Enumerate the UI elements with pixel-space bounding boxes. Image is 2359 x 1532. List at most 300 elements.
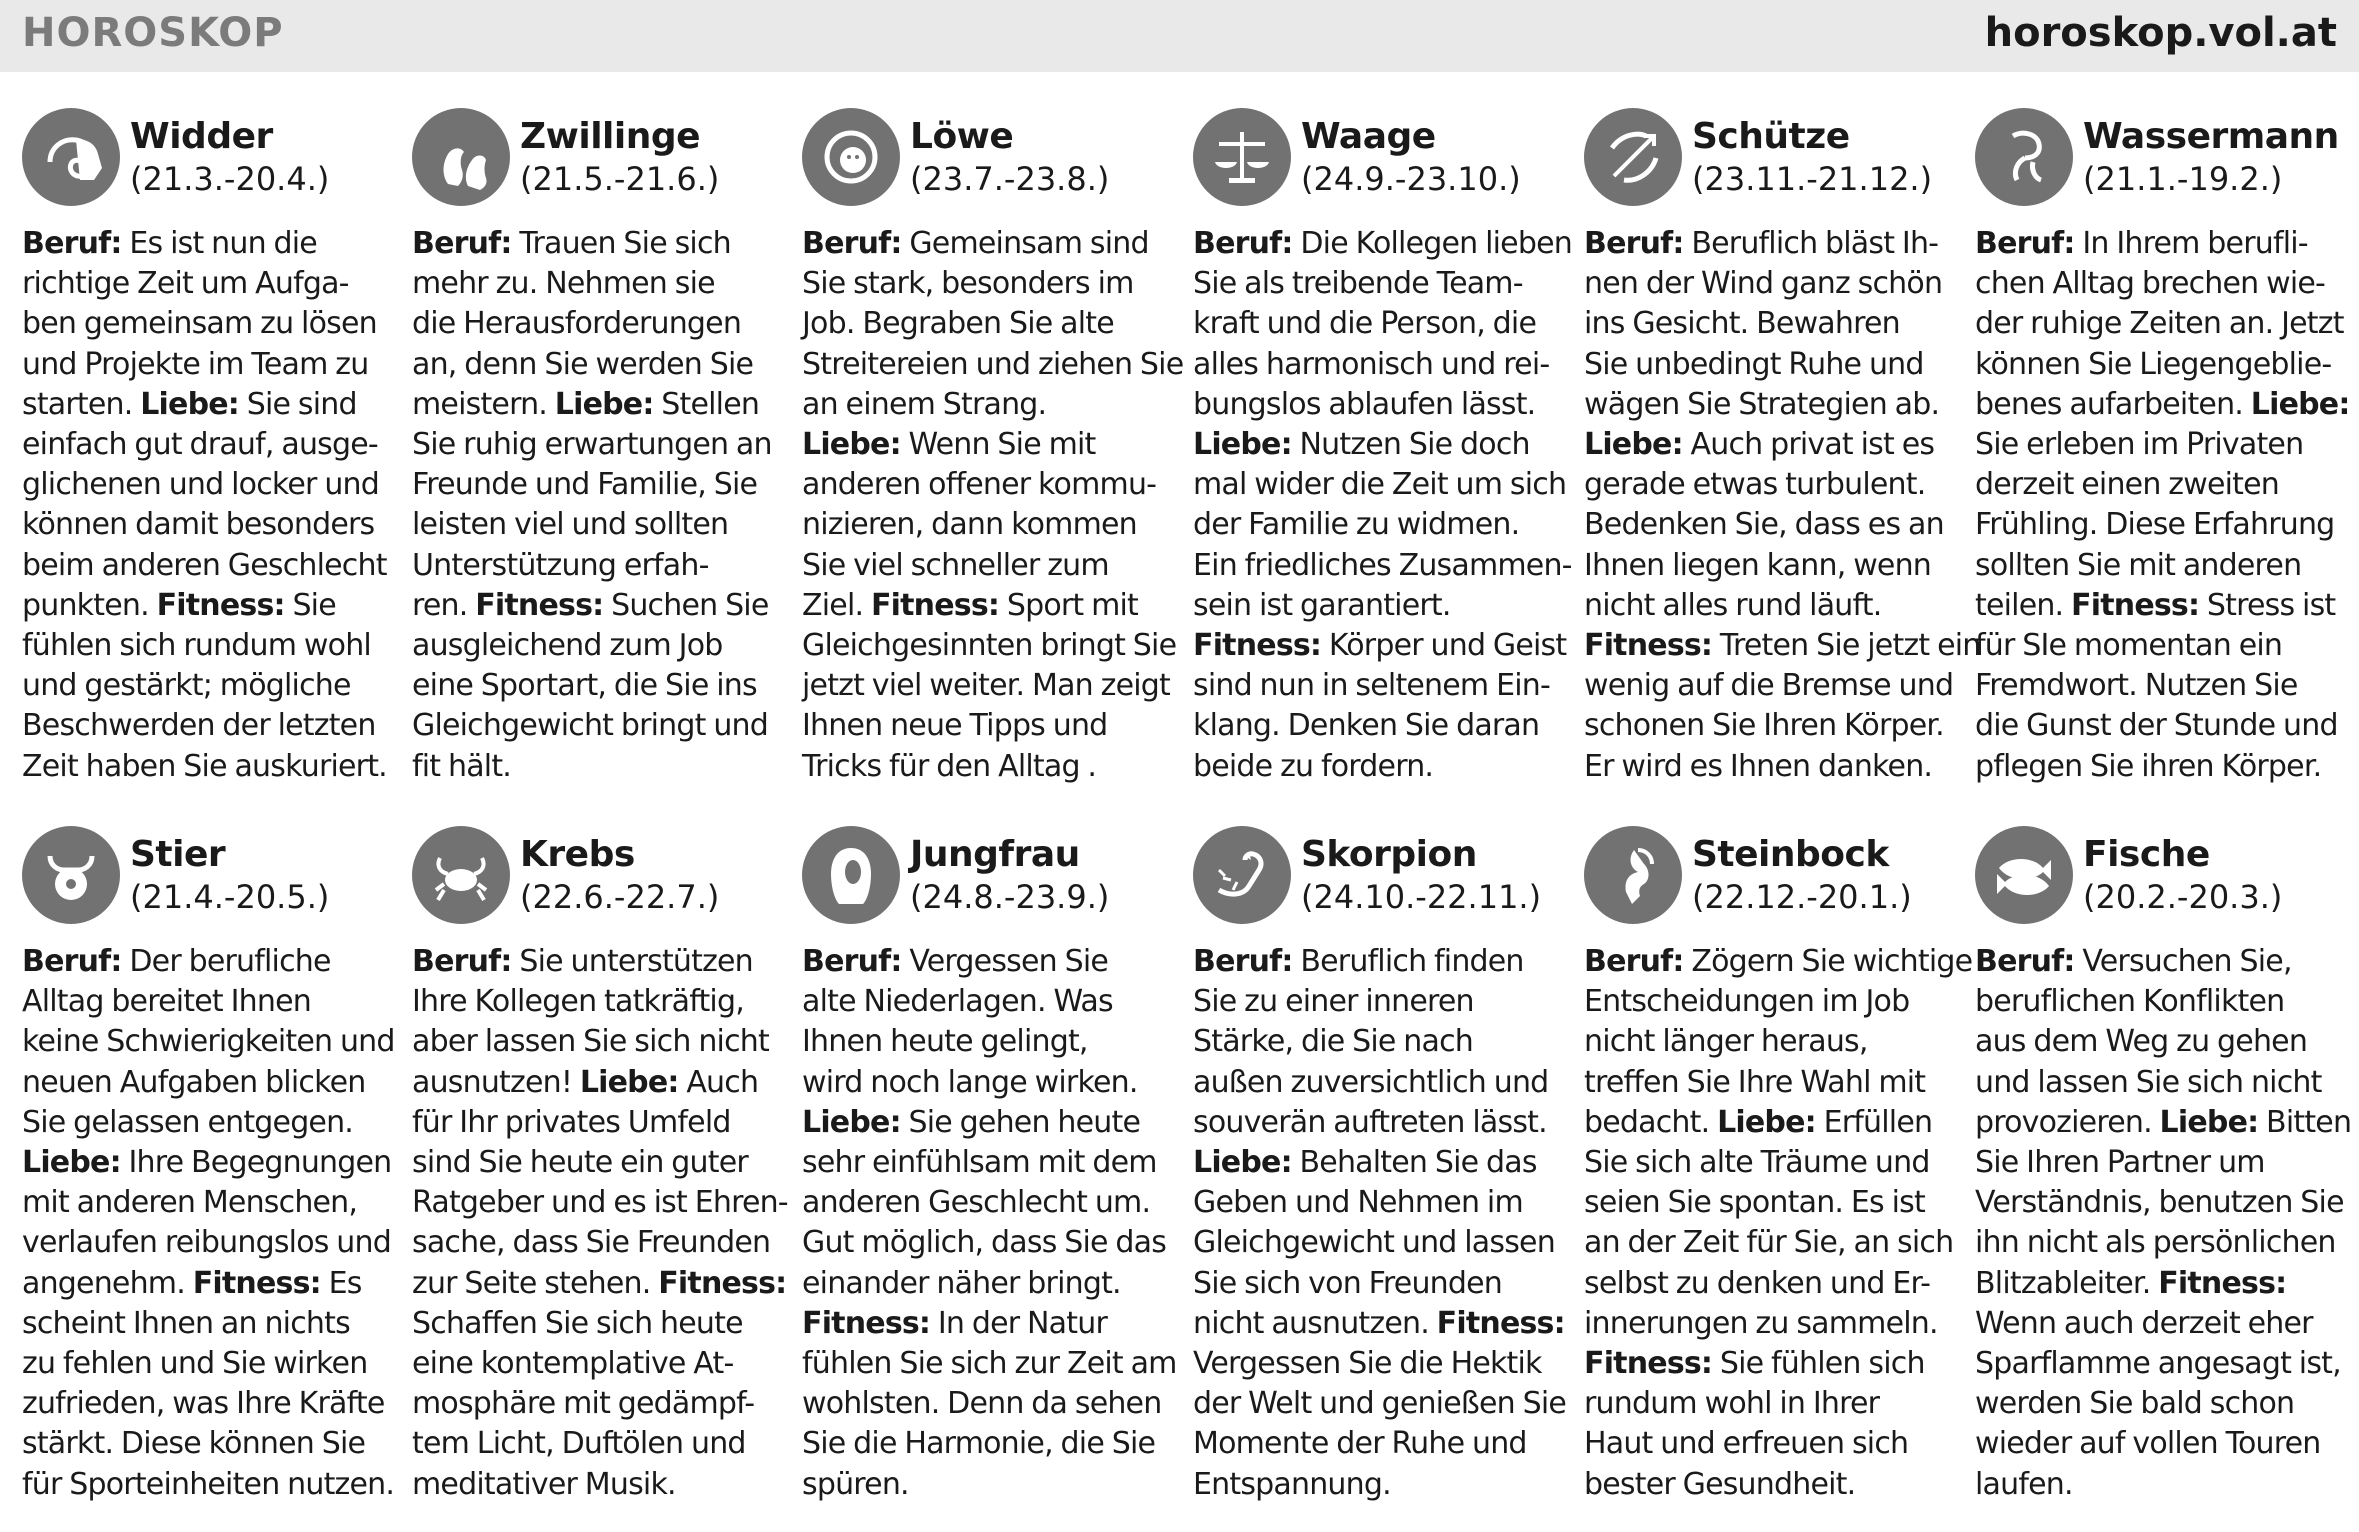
sign-lwe — [802, 108, 1184, 808]
category-label: Liebe: — [22, 1145, 121, 1181]
sign-dates: (22.12.-20.1.) — [1692, 878, 1912, 916]
text-segment: keine Schwierigkeiten und — [22, 1024, 395, 1060]
text-segment: können damit besonders — [22, 507, 375, 543]
category-label: Liebe: — [140, 386, 239, 422]
text-segment: Beschwerden der letzten — [22, 708, 376, 744]
text-line — [1975, 1344, 2351, 1384]
bull-icon — [22, 826, 120, 924]
sign-zwillinge — [412, 108, 790, 808]
text-segment: Bedenken Sie, dass es an — [1584, 507, 1944, 543]
text-segment: innerungen zu sammeln. — [1584, 1305, 1938, 1341]
text-line — [802, 626, 1178, 666]
text-line — [412, 1465, 788, 1505]
text-line — [1193, 626, 1569, 666]
sign-name: Waage — [1301, 116, 1436, 157]
sign-name: Fische — [2083, 834, 2210, 875]
text-line — [1975, 1384, 2351, 1424]
text-line — [1584, 264, 1960, 304]
text-segment: eine Sportart, die Sie ins — [412, 668, 757, 704]
text-line — [1584, 505, 1960, 545]
text-segment: Treten Sie jetzt ein — [1712, 628, 1981, 664]
sign-name: Stier — [130, 834, 226, 875]
text-segment: bester Gesundheit. — [1584, 1466, 1856, 1502]
text-line — [22, 586, 398, 626]
text-line — [1584, 1183, 1960, 1223]
text-segment: fühlen Sie sich zur Zeit am — [802, 1346, 1177, 1382]
text-line — [802, 1143, 1178, 1183]
sign-name: Skorpion — [1301, 834, 1477, 875]
horoscope-text — [412, 942, 788, 1505]
text-line — [802, 1022, 1178, 1062]
text-segment: Der berufliche — [121, 944, 331, 979]
category-label: Beruf: — [1975, 226, 2075, 261]
text-line — [412, 505, 788, 545]
category-label: Liebe: — [2159, 1104, 2259, 1140]
text-segment: fit hält. — [412, 748, 512, 784]
text-segment: einander näher bringt. — [802, 1265, 1121, 1301]
sign-dates: (20.2.-20.3.) — [2083, 878, 2283, 916]
text-segment: Tricks für den Alltag . — [802, 748, 1097, 784]
text-segment: ins Gesicht. Bewahren — [1584, 306, 1900, 342]
text-line — [1975, 1264, 2351, 1304]
text-line — [22, 345, 398, 385]
sign-krebs — [412, 826, 790, 1526]
text-segment: kraft und die Person, die — [1193, 306, 1537, 342]
text-segment: ausgleichend zum Job — [412, 628, 723, 664]
sign-dates: (24.9.-23.10.) — [1301, 160, 1521, 198]
text-segment: Bitten — [2258, 1104, 2352, 1140]
text-segment: Sie viel schneller zum — [802, 547, 1109, 583]
text-line — [1584, 1424, 1960, 1464]
text-line — [1193, 224, 1572, 264]
text-line — [1193, 1223, 1569, 1263]
text-line — [1193, 546, 1572, 586]
text-line — [802, 1344, 1178, 1384]
text-line — [1975, 224, 2351, 264]
text-segment: Zeit haben Sie auskuriert. — [22, 748, 387, 784]
text-segment: Wenn Sie mit — [900, 427, 1096, 463]
text-line — [1584, 626, 1981, 666]
text-segment: wohlsten. Denn da sehen — [802, 1386, 1162, 1422]
category-label: Liebe: — [1193, 1145, 1292, 1181]
text-segment: für SIe momentan ein — [1975, 628, 2283, 664]
text-segment: Frühling. Diese Erfahrung — [1975, 507, 2335, 543]
text-line — [1193, 264, 1569, 304]
text-line — [802, 1223, 1178, 1263]
sign-waage — [1193, 108, 1571, 808]
text-segment: bungslos ablaufen lässt. — [1193, 386, 1536, 422]
category-label: Fitness: — [1584, 628, 1713, 664]
text-segment: Gleichgewicht bringt und — [412, 708, 768, 744]
text-line — [802, 942, 1178, 982]
text-segment: In Ihrem berufli- — [2074, 226, 2308, 261]
text-line — [1975, 1465, 2351, 1505]
text-segment: wägen Sie Strategien ab. — [1584, 386, 1940, 422]
text-segment: neuen Aufgaben blicken — [22, 1064, 366, 1100]
text-segment: beruflichen Konflikten — [1975, 984, 2285, 1020]
text-line — [1975, 1143, 2351, 1183]
text-segment: Sie Ihren Partner um — [1975, 1145, 2265, 1181]
text-segment: Körper und Geist — [1321, 628, 1567, 664]
text-segment: Ziel. — [802, 587, 871, 623]
text-segment: nicht ausnutzen. — [1193, 1305, 1437, 1341]
text-segment: Sie als treibende Team- — [1193, 266, 1523, 302]
text-segment: Ein friedliches Zusammen- — [1193, 547, 1572, 583]
text-line — [1975, 546, 2351, 586]
text-segment: Ihre Kollegen tatkräftig, — [412, 984, 744, 1020]
text-segment: tem Licht, Duftölen und — [412, 1426, 746, 1462]
text-line — [22, 264, 398, 304]
text-segment: einfach gut drauf, ausge- — [22, 427, 378, 463]
category-label: Beruf: — [22, 944, 122, 979]
text-segment: derzeit einen zweiten — [1975, 467, 2279, 503]
text-line — [1584, 224, 1960, 264]
fish-icon — [1975, 826, 2073, 924]
text-segment: die Herausforderungen — [412, 306, 742, 342]
text-segment: starten. — [22, 386, 141, 422]
text-segment: Sie fühlen sich — [1712, 1346, 1925, 1382]
text-line — [802, 1424, 1178, 1464]
text-segment: Gut möglich, dass Sie das — [802, 1225, 1167, 1261]
sign-dates: (23.11.-21.12.) — [1692, 160, 1933, 198]
text-segment: leisten viel und sollten — [412, 507, 729, 543]
category-label: Fitness: — [1436, 1305, 1565, 1341]
text-line — [802, 1183, 1178, 1223]
text-segment: jetzt viel weiter. Man zeigt — [802, 668, 1170, 704]
text-line — [1584, 942, 1973, 982]
category-label: Beruf: — [802, 226, 902, 261]
text-line — [22, 626, 398, 666]
text-segment: nicht alles rund läuft. — [1584, 587, 1882, 623]
text-segment: alte Niederlagen. Was — [802, 984, 1113, 1020]
text-line — [22, 1424, 398, 1464]
text-segment: Streitereien und ziehen Sie — [802, 346, 1184, 382]
text-line — [1193, 465, 1569, 505]
text-segment: souverän auftreten lässt. — [1193, 1104, 1547, 1140]
text-segment: punkten. — [22, 587, 157, 623]
sign-dates: (21.1.-19.2.) — [2083, 160, 2283, 198]
text-line — [412, 1143, 788, 1183]
sign-steinbock — [1584, 826, 1973, 1526]
sign-dates: (22.6.-22.7.) — [520, 878, 720, 916]
text-line — [412, 706, 788, 746]
text-segment: Sie gehen heute — [900, 1104, 1141, 1140]
text-line — [802, 1063, 1178, 1103]
text-line — [22, 942, 398, 982]
text-segment: der Familie zu widmen. — [1193, 507, 1520, 543]
text-line — [1975, 706, 2351, 746]
text-segment: Erfüllen — [1815, 1104, 1933, 1140]
text-segment: und Projekte im Team zu — [22, 346, 369, 382]
text-segment: Sie sind — [238, 386, 357, 422]
text-line — [1584, 345, 1960, 385]
horoscope-text — [412, 224, 788, 787]
text-line — [1193, 942, 1569, 982]
category-label: Liebe: — [802, 1104, 901, 1140]
category-label: Beruf: — [1193, 944, 1293, 979]
text-line — [1584, 747, 1960, 787]
text-segment: Die Kollegen lieben — [1292, 226, 1572, 261]
lion-icon — [802, 108, 900, 206]
text-line — [1584, 1063, 1960, 1103]
text-line — [412, 425, 788, 465]
text-segment: Ihnen heute gelingt, — [802, 1024, 1088, 1060]
text-line — [1193, 505, 1569, 545]
category-label: Beruf: — [802, 944, 902, 979]
text-segment: Ihre Begegnungen — [120, 1145, 392, 1181]
category-label: Beruf: — [22, 226, 122, 261]
text-segment: Trauen Sie sich — [511, 226, 731, 261]
text-segment: beim anderen Geschlecht — [22, 547, 387, 583]
text-segment: laufen. — [1975, 1466, 2073, 1502]
text-segment: klang. Denken Sie daran — [1193, 708, 1540, 744]
text-segment: Fremdwort. Nutzen Sie — [1975, 668, 2298, 704]
text-line — [802, 304, 1178, 344]
horoscope-grid — [0, 108, 2359, 1532]
text-segment: Schaffen Sie sich heute — [412, 1305, 743, 1341]
text-segment: mal wider die Zeit um sich — [1193, 467, 1567, 503]
text-line — [1975, 425, 2351, 465]
text-segment: ausnutzen! — [412, 1064, 580, 1100]
text-segment: außen zuversichtlich und — [1193, 1064, 1549, 1100]
text-segment: Sie zu einer inneren — [1193, 984, 1474, 1020]
text-segment: spüren. — [802, 1466, 909, 1502]
text-segment: an einem Strang. — [802, 386, 1047, 422]
text-segment: gerade etwas turbulent. — [1584, 467, 1926, 503]
text-line — [22, 505, 398, 545]
text-line — [22, 1183, 398, 1223]
text-line — [1193, 345, 1569, 385]
text-line — [22, 224, 398, 264]
text-segment: Entspannung. — [1193, 1466, 1391, 1502]
horoscope-text — [1975, 224, 2351, 787]
text-line — [22, 1264, 398, 1304]
text-segment: der ruhige Zeiten an. Jetzt — [1975, 306, 2344, 342]
text-segment: Sie die Harmonie, die Sie — [802, 1426, 1156, 1462]
text-segment: Gleichgesinnten bringt Sie — [802, 628, 1177, 664]
text-line — [412, 666, 788, 706]
text-segment: Sie unterstützen — [511, 944, 753, 979]
text-line — [1193, 706, 1569, 746]
text-line — [1584, 1344, 1960, 1384]
horoscope-text — [1584, 942, 1973, 1505]
sign-dates: (24.8.-23.9.) — [910, 878, 1110, 916]
text-line — [1975, 626, 2351, 666]
category-label: Fitness: — [2071, 587, 2200, 623]
text-segment: Job. Begraben Sie alte — [802, 306, 1114, 342]
text-segment: sache, dass Sie Freunden — [412, 1225, 771, 1261]
text-line — [412, 626, 788, 666]
text-line — [802, 706, 1178, 746]
text-segment: der Welt und genießen Sie — [1193, 1386, 1567, 1422]
text-line — [1975, 465, 2351, 505]
text-line — [802, 666, 1178, 706]
text-line — [1975, 264, 2351, 304]
text-segment: und gestärkt; mögliche — [22, 668, 351, 704]
text-segment: Stellen — [653, 386, 760, 422]
text-line — [1193, 1063, 1569, 1103]
text-segment: zufrieden, was Ihre Kräfte — [22, 1386, 385, 1422]
text-line — [802, 345, 1184, 385]
text-segment: Suchen Sie — [603, 587, 769, 623]
text-segment: bedacht. — [1584, 1104, 1718, 1140]
text-line — [1193, 1183, 1569, 1223]
sign-dates: (21.5.-21.6.) — [520, 160, 720, 198]
text-line — [1193, 1424, 1569, 1464]
text-segment: treffen Sie Ihre Wahl mit — [1584, 1064, 1926, 1100]
sign-wassermann — [1975, 108, 2353, 808]
text-segment: rundum wohl in Ihrer — [1584, 1386, 1880, 1422]
text-line — [1584, 1143, 1960, 1183]
text-line — [1193, 1264, 1569, 1304]
virgin-icon — [802, 826, 900, 924]
text-line — [22, 546, 398, 586]
text-segment: mehr zu. Nehmen sie — [412, 266, 715, 302]
text-line — [1975, 505, 2351, 545]
text-line — [22, 465, 398, 505]
sign-name: Wassermann — [2083, 116, 2339, 157]
sign-skorpion — [1193, 826, 1571, 1526]
category-label: Liebe: — [1584, 427, 1683, 463]
text-segment: Sie unbedingt Ruhe und — [1584, 346, 1924, 382]
text-line — [412, 586, 788, 626]
category-label: Liebe: — [554, 386, 654, 422]
text-line — [1584, 982, 1960, 1022]
category-label: Beruf: — [1193, 226, 1293, 261]
text-line — [802, 1384, 1178, 1424]
text-line — [1584, 465, 1960, 505]
text-line — [412, 1264, 788, 1304]
text-segment: angenehm. — [22, 1265, 193, 1301]
text-line — [1584, 666, 1960, 706]
category-label: Fitness: — [1584, 1346, 1713, 1382]
text-segment: sehr einfühlsam mit dem — [802, 1145, 1157, 1181]
text-segment: Blitzableiter. — [1975, 1265, 2159, 1301]
sign-widder — [22, 108, 400, 808]
text-segment: ihn nicht als persönlichen — [1975, 1225, 2336, 1261]
scales-icon — [1193, 108, 1291, 206]
category-label: Fitness: — [658, 1265, 787, 1301]
sign-name: Jungfrau — [910, 834, 1080, 875]
text-segment: zur Seite stehen. — [412, 1265, 659, 1301]
text-line — [22, 747, 398, 787]
text-line — [1584, 385, 1960, 425]
text-line — [1584, 1264, 1960, 1304]
text-segment: nizieren, dann kommen — [802, 507, 1137, 543]
text-line — [412, 345, 788, 385]
horoscope-text — [1193, 224, 1572, 787]
text-segment: Wenn auch derzeit eher — [1975, 1305, 2313, 1341]
sign-name: Krebs — [520, 834, 635, 875]
text-segment: sollten Sie mit anderen — [1975, 547, 2302, 583]
text-line — [1193, 586, 1569, 626]
text-segment: Gleichgewicht und lassen — [1193, 1225, 1555, 1261]
text-segment: Ihnen neue Tipps und — [802, 708, 1108, 744]
text-line — [1975, 1022, 2351, 1062]
text-line — [22, 1103, 398, 1143]
text-segment: chen Alltag brechen wie- — [1975, 266, 2326, 302]
text-segment: alles harmonisch und rei- — [1193, 346, 1550, 382]
text-segment: seien Sie spontan. Es ist — [1584, 1185, 1925, 1221]
text-segment: Alltag bereitet Ihnen — [22, 984, 311, 1020]
text-segment: anderen Geschlecht um. — [802, 1185, 1151, 1221]
text-segment: verlaufen reibungslos und — [22, 1225, 391, 1261]
text-line — [1193, 1465, 1569, 1505]
sign-name: Steinbock — [1692, 834, 1889, 875]
sign-dates: (23.7.-23.8.) — [910, 160, 1110, 198]
text-segment: Es ist nun die — [121, 226, 317, 261]
text-line — [1584, 1384, 1960, 1424]
text-segment: Zögern Sie wichtige — [1683, 944, 1973, 979]
text-line — [22, 1063, 398, 1103]
text-line — [1975, 666, 2351, 706]
text-line — [1193, 747, 1569, 787]
text-line — [802, 1304, 1178, 1344]
text-segment: sind nun in seltenem Ein- — [1193, 668, 1551, 704]
text-segment: wieder auf vollen Touren — [1975, 1426, 2321, 1462]
horoscope-text — [22, 224, 398, 787]
text-segment: aus dem Weg zu gehen — [1975, 1024, 2308, 1060]
text-line — [1584, 706, 1960, 746]
text-line — [412, 1384, 788, 1424]
text-segment: scheint Ihnen an nichts — [22, 1305, 350, 1341]
text-segment: glichenen und locker und — [22, 467, 379, 503]
horoscope-text — [802, 224, 1184, 787]
sign-schtze — [1584, 108, 1981, 808]
text-line — [22, 666, 398, 706]
text-segment: Auch privat ist es — [1682, 427, 1935, 463]
text-line — [802, 586, 1178, 626]
horoscope-text — [22, 942, 398, 1505]
text-line — [1975, 982, 2351, 1022]
category-label: Beruf: — [1975, 944, 2075, 979]
text-segment: Sie sich von Freunden — [1193, 1265, 1502, 1301]
text-line — [1975, 304, 2351, 344]
sign-fische — [1975, 826, 2353, 1526]
sign-dates: (21.4.-20.5.) — [130, 878, 330, 916]
text-segment: Stärke, die Sie nach — [1193, 1024, 1474, 1060]
text-line — [412, 385, 788, 425]
text-line — [22, 1223, 398, 1263]
text-segment: beide zu fordern. — [1193, 748, 1434, 784]
text-line — [1584, 586, 1960, 626]
text-line — [22, 304, 398, 344]
category-label: Fitness: — [1193, 628, 1322, 664]
text-segment: für Sporteinheiten nutzen. — [22, 1466, 395, 1502]
text-line — [1975, 1424, 2351, 1464]
category-label: Liebe: — [1193, 427, 1292, 463]
text-line — [1975, 586, 2351, 626]
text-segment: Ratgeber und es ist Ehren- — [412, 1185, 788, 1221]
text-segment: Haut und erfreuen sich — [1584, 1426, 1909, 1462]
text-segment: stärkt. Diese können Sie — [22, 1426, 366, 1462]
text-line — [412, 747, 788, 787]
text-segment: Sie sich alte Träume und — [1584, 1145, 1930, 1181]
category-label: Liebe: — [802, 427, 901, 463]
text-segment: Ihnen liegen kann, wenn — [1584, 547, 1932, 583]
category-label: Liebe: — [2250, 386, 2350, 422]
text-line — [412, 546, 788, 586]
text-segment: zu fehlen und Sie wirken — [22, 1346, 368, 1382]
category-label: Beruf: — [1584, 944, 1684, 979]
text-segment: Versuchen Sie, — [2074, 944, 2292, 979]
text-segment: die Gunst der Stunde und — [1975, 708, 2338, 744]
text-line — [1975, 1063, 2351, 1103]
text-segment: mit anderen Menschen, — [22, 1185, 358, 1221]
text-segment: In der Natur — [930, 1305, 1107, 1341]
text-segment: nen der Wind ganz schön — [1584, 266, 1943, 302]
text-line — [1975, 1223, 2351, 1263]
